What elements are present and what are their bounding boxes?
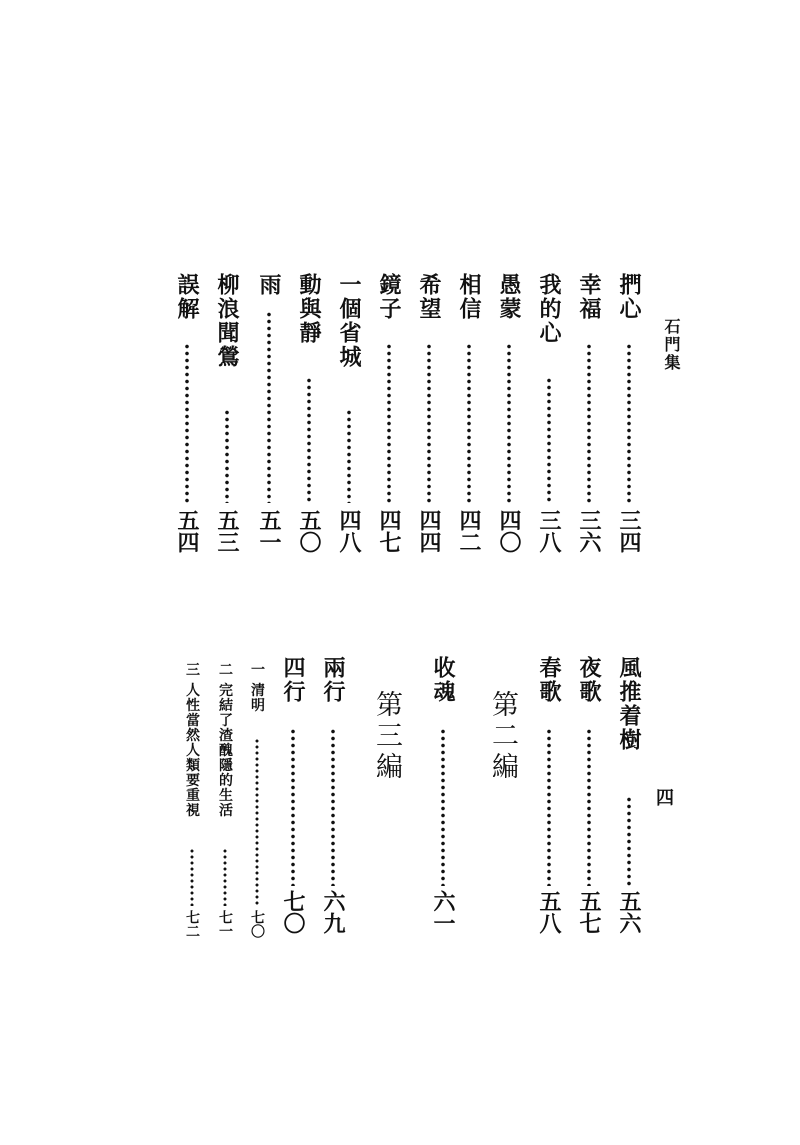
entry-title: 柳浪聞鶯 [214,273,240,369]
dot-leader [587,343,591,503]
entry-page: 五三 [214,509,240,553]
dot-leader [467,343,471,503]
toc-entry[interactable] [240,662,274,942]
toc-entry[interactable] [276,656,310,946]
entry-title: 雨 [256,273,282,297]
entry-page: 四八 [336,509,362,553]
entry-title: 四行 [280,656,306,704]
entry-title: 鏡子 [376,273,402,321]
toc-entry[interactable] [412,273,446,573]
toc-entry[interactable] [210,273,244,573]
dot-leader [291,728,295,886]
toc-entry[interactable] [170,273,204,573]
page-number: 四 [656,788,674,809]
entry-page: 三八 [536,509,562,553]
entry-title: 三 人性當然人類要重視 [184,662,200,818]
entry-title: 幸福 [576,273,602,321]
section-heading: 第三編 [371,690,402,783]
dot-leader [587,728,591,886]
dot-leader [427,343,431,503]
dot-leader [255,738,259,906]
book-title: 石門集 [662,318,681,372]
entry-page: 五七 [576,890,602,934]
entry-title: 一個省城 [336,273,362,369]
entry-title: 夜歌 [576,656,602,704]
toc-entry[interactable] [372,273,406,573]
dot-leader [185,343,189,503]
entry-title: 一 清明 [249,662,265,713]
entry-title: 我的心 [536,273,562,345]
dot-leader [387,343,391,503]
entry-title: 收魂 [430,656,456,704]
toc-entry[interactable] [492,273,526,573]
entry-page: 六一 [430,890,456,934]
toc-entry[interactable] [208,662,242,942]
entry-page: 三四 [616,509,642,553]
entry-page: 四四 [416,509,442,553]
entry-page: 四七 [376,509,402,553]
dot-leader [307,377,311,503]
dot-leader [441,728,445,886]
section-heading: 第二編 [487,690,518,783]
entry-title: 二 完結了渣醜隱的生活 [217,662,233,818]
entry-page: 五〇 [296,509,322,553]
entry-title: 風推着樹 [616,656,642,752]
dot-leader [627,343,631,503]
entry-page: 三六 [576,509,602,553]
toc-entry[interactable] [612,273,646,573]
dot-leader [225,409,229,503]
entry-title: 希望 [416,273,442,321]
entry-page: 五一 [256,509,282,553]
entry-page: 七〇 [280,890,306,934]
toc-entry[interactable] [612,656,646,946]
toc-entry[interactable] [332,273,366,573]
toc-entry[interactable] [426,656,460,946]
entry-page: 五六 [616,890,642,934]
toc-entry[interactable] [532,273,566,573]
entry-title: 相信 [456,273,482,321]
dot-leader [267,311,271,503]
dot-leader [331,728,335,886]
entry-title: 春歌 [536,656,562,704]
toc-entry[interactable] [292,273,326,573]
toc-entry[interactable] [252,273,286,573]
entry-page: 四二 [456,509,482,553]
entry-page: 五八 [536,890,562,934]
toc-entry[interactable] [572,273,606,573]
dot-leader [627,796,631,886]
dot-leader [223,848,227,906]
dot-leader [547,728,551,886]
entry-title: 誤解 [174,273,200,321]
entry-title: 愚蒙 [496,273,522,321]
entry-title: 兩行 [320,656,346,704]
entry-page: 七二 [184,910,200,938]
entry-page: 五四 [174,509,200,553]
entry-title: 捫心 [616,273,642,321]
dot-leader [190,848,194,906]
entry-page: 六九 [320,890,346,934]
dot-leader [347,409,351,503]
toc-entry[interactable] [316,656,350,946]
toc-entry[interactable] [532,656,566,946]
toc-entry[interactable] [452,273,486,573]
toc-entry[interactable] [175,662,209,942]
toc-entry[interactable] [572,656,606,946]
entry-title: 動與靜 [296,273,322,345]
entry-page: 四〇 [496,509,522,553]
dot-leader [507,343,511,503]
dot-leader [547,377,551,503]
entry-page: 七〇 [249,910,265,938]
entry-page: 七一 [217,910,233,938]
